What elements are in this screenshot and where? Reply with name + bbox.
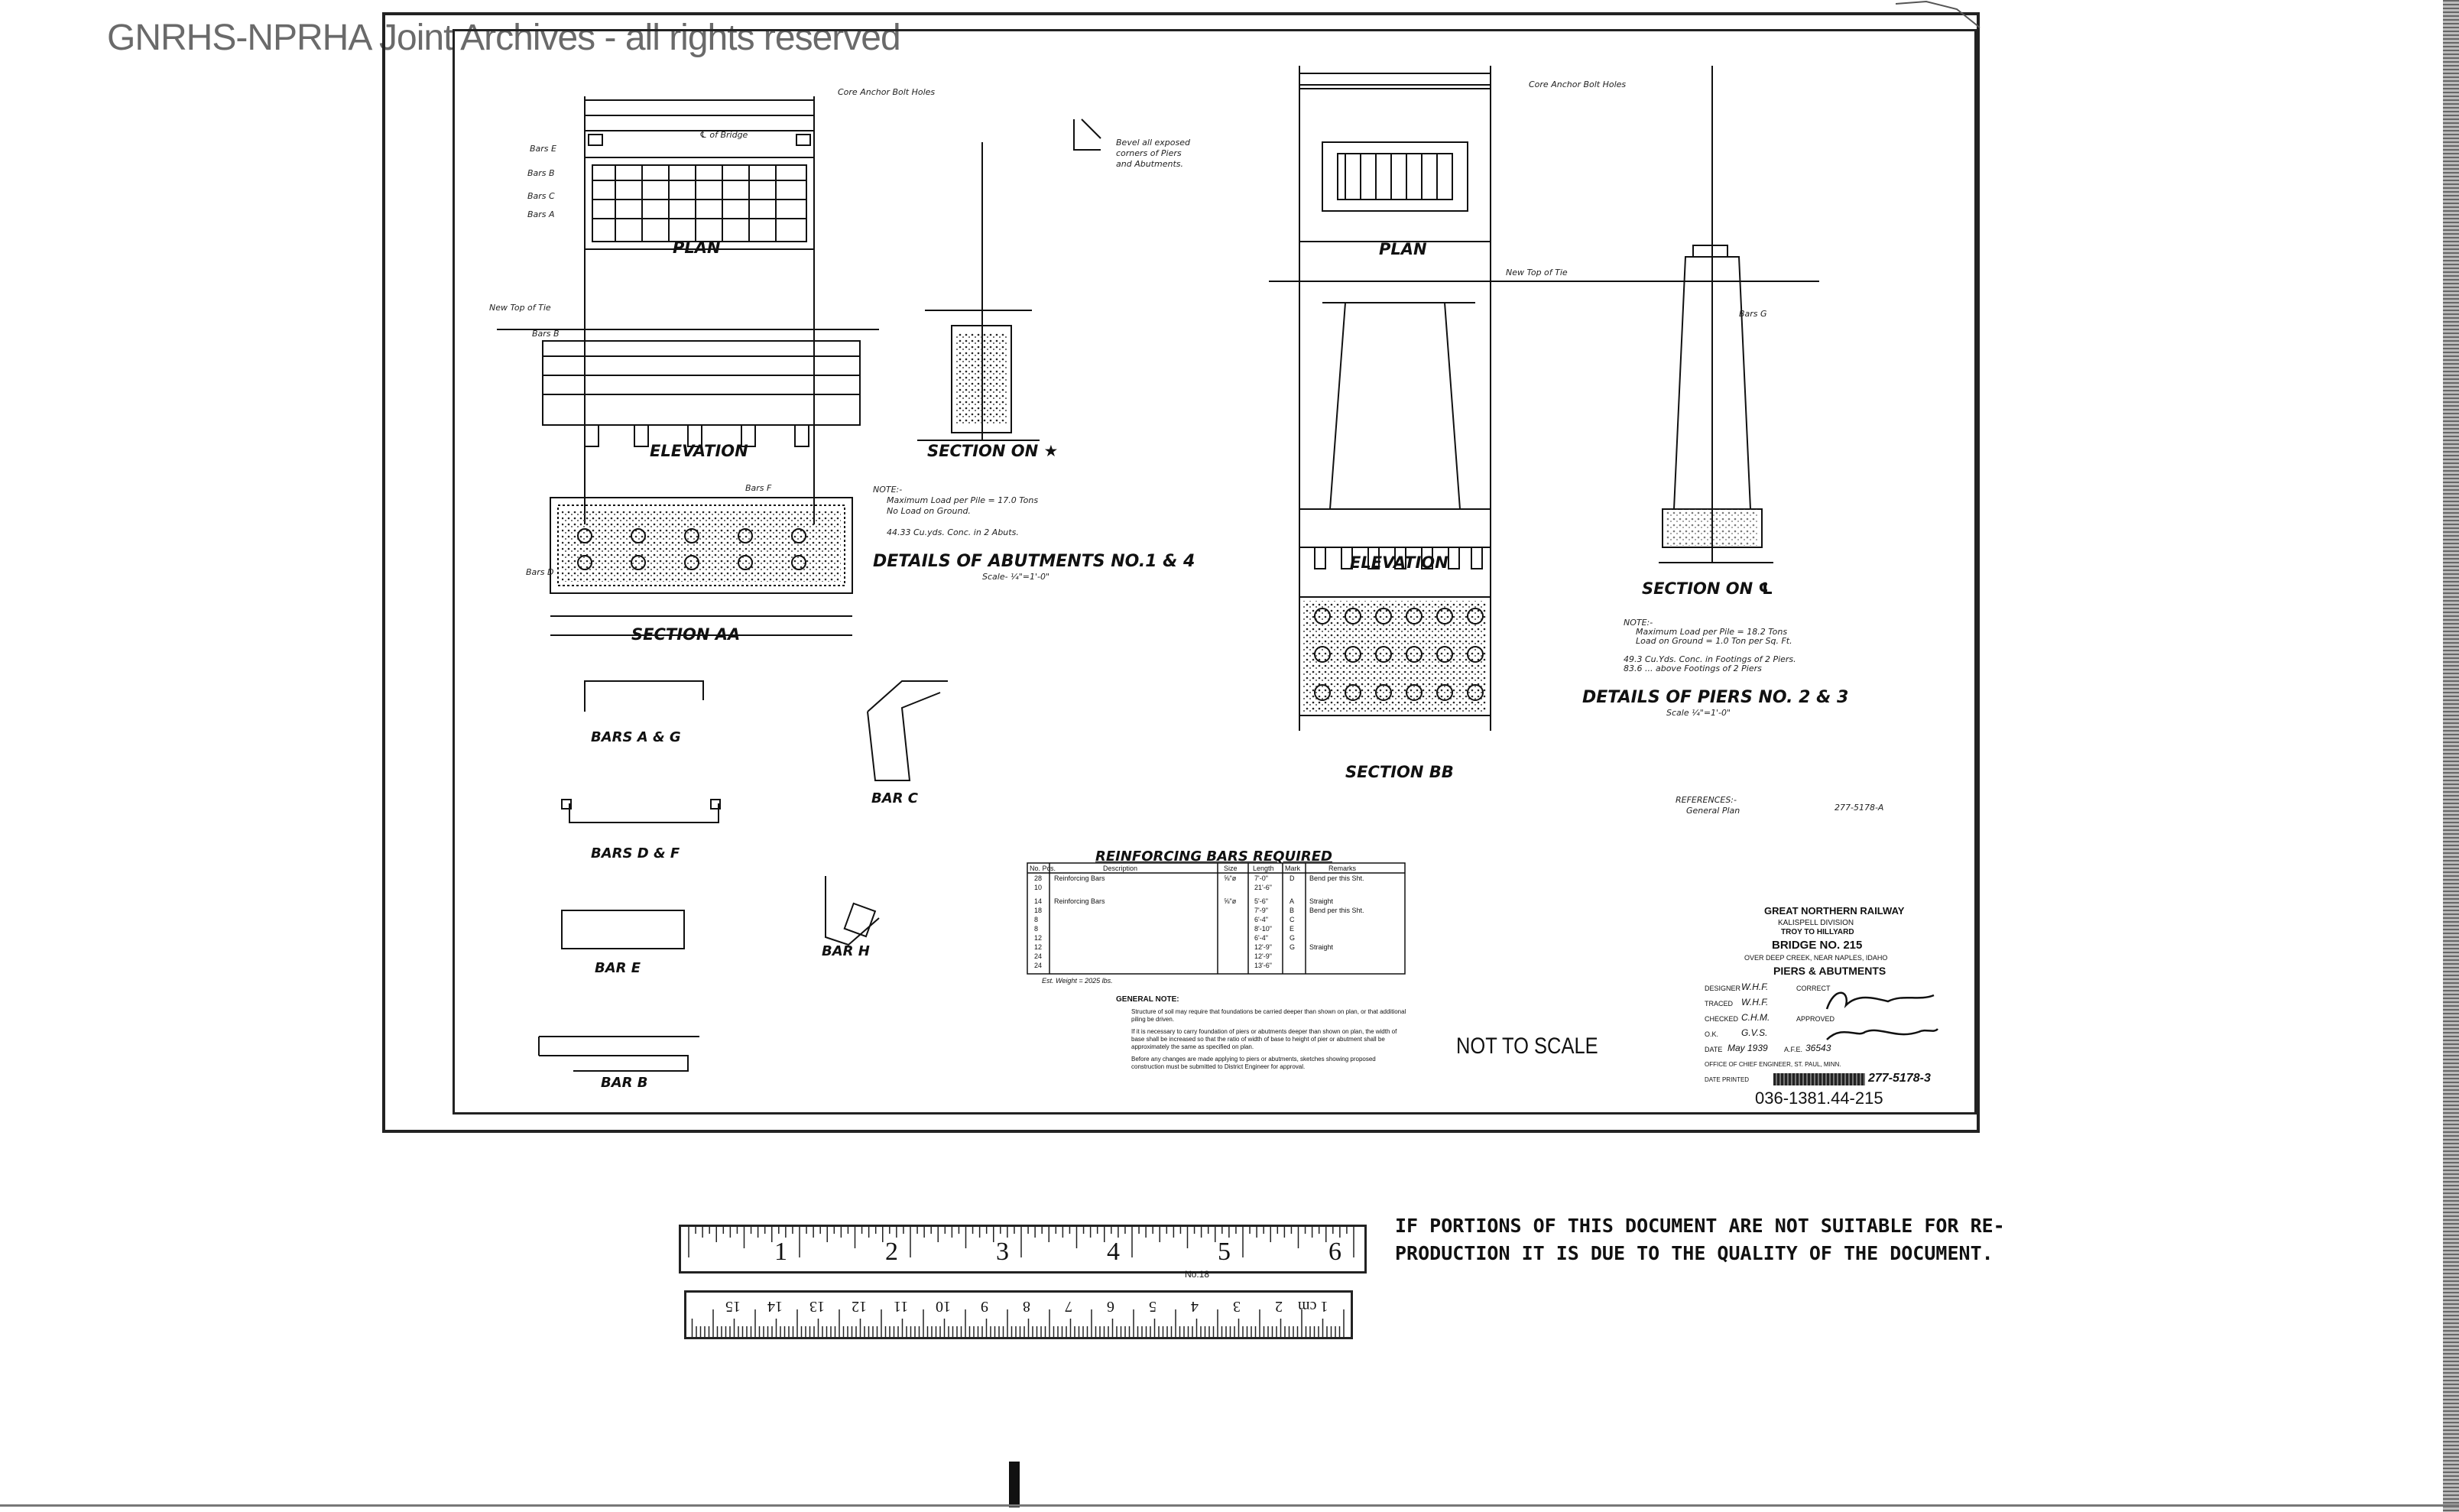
tb-afe: 36543 [1805, 1043, 1831, 1053]
tb-bridge-no: BRIDGE NO. 215 [1772, 939, 1863, 952]
tb-correct-label: CORRECT [1796, 985, 1831, 992]
tb-route: TROY TO HILLYARD [1781, 928, 1854, 936]
inch-mark-5: 5 [1218, 1238, 1231, 1266]
disclaimer-line-1: IF PORTIONS OF THIS DOCUMENT ARE NOT SUITABLE FOR RE- [1395, 1215, 2005, 1237]
pier-section-bb-label: SECTION BB [1345, 763, 1454, 781]
pier-plan-label: PLAN [1379, 240, 1427, 258]
abutment-note-concrete: 44.33 Cu.yds. Conc. in 2 Abuts. [887, 527, 1019, 537]
ruler-model-label: No.18 [1185, 1269, 1210, 1280]
bevel-note-2: corners of Piers [1116, 148, 1182, 158]
inch-mark-3: 3 [996, 1238, 1009, 1266]
tb-sheet-number: 277-5178-3 [1868, 1072, 1931, 1085]
tb-date-printed-stamp [1773, 1073, 1865, 1085]
tb-date-printed-label: DATE PRINTED [1705, 1076, 1750, 1083]
cm-mark-10: 10 [936, 1298, 951, 1315]
general-note [1116, 995, 1406, 1071]
torn-corner-mark [1896, 0, 1987, 31]
cm-mark-6: 6 [1107, 1298, 1114, 1315]
disclaimer-line-2: PRODUCTION IT IS DUE TO THE QUALITY OF THE DOCUMENT. [1395, 1242, 1993, 1264]
rebar-header-mark: Mark [1285, 865, 1300, 872]
abutment-note-heading: NOTE:- [873, 485, 903, 495]
general-note-title: GENERAL NOTE: [1116, 995, 1179, 1004]
tb-railway: GREAT NORTHERN RAILWAY [1764, 905, 1905, 917]
pier-section-cl-label: SECTION ON ℄ [1642, 579, 1773, 598]
pier-note-above: 83.6 ... above Footings of 2 Piers [1624, 664, 1762, 673]
bar-c-label: BAR C [871, 790, 918, 806]
pier-bars-g-label: Bars G [1739, 309, 1767, 319]
references-label: REFERENCES:- [1676, 795, 1737, 805]
tb-location: OVER DEEP CREEK, NEAR NAPLES, IDAHO [1744, 954, 1888, 962]
scan-bottom-edge [0, 1504, 2459, 1507]
bars-c-label: Bars C [527, 191, 555, 201]
tb-subject: PIERS & ABUTMENTS [1773, 965, 1886, 977]
tb-date: May 1939 [1727, 1043, 1768, 1053]
pier-core-anchor-note: Core Anchor Bolt Holes [1529, 79, 1627, 89]
abutment-section-aa-label: SECTION AA [631, 625, 741, 644]
general-note-p2: If it is necessary to carry foundation of piers or abutments deeper than shown on plan, the width of base shall be increased so that the ratio of width of base to height of pier or abutment shall be approximately the same as specified on plan. [1131, 1028, 1397, 1050]
bar-e-label: BAR E [595, 960, 641, 976]
inch-mark-1: 1 [774, 1238, 787, 1266]
centerline-bridge-label: ℄ of Bridge [699, 130, 748, 140]
tb-office: OFFICE OF CHIEF ENGINEER, ST. PAUL, MINN. [1705, 1061, 1841, 1068]
pier-details-scale: Scale ¼"=1'-0" [1666, 708, 1731, 718]
cm-ruler-ticks [686, 1293, 1351, 1337]
abutment-elevation-label: ELEVATION [650, 442, 748, 460]
pier-details-drawing [1269, 28, 1957, 792]
bars-f-label: Bars F [745, 483, 772, 493]
rebar-header-desc: Description [1103, 865, 1138, 872]
tb-approved-label: APPROVED [1796, 1015, 1835, 1023]
cm-mark-2: 2 [1275, 1298, 1283, 1315]
bars-e-label: Bars E [530, 144, 556, 154]
general-plan-label: General Plan [1686, 806, 1740, 816]
reinforcing-bars-table: REINFORCING BARS REQUIRED No. Pcs. Description Size Length Mark Remarks 28 Reinforcing Bars ⅝"ø 7'-0" D Bend per this Sht. 10 21'-6" 14 Reinforcing Bars ⅝"ø 5'-6" A Straight 18 7'-9" B Bend per this Sht. 8 6'-4" C 8 8'-10" E 12 6'-4" G 12 12'-9" G Straight 24 12'-9" 24 13'-6" Est. Weight = 2025 lbs. [1027, 848, 1406, 986]
cm-mark-3: 3 [1233, 1298, 1241, 1315]
rebar-header-length: Length [1253, 865, 1274, 872]
drawing-number: 036-1381.44-215 [1755, 1089, 1883, 1108]
cm-mark-12: 12 [852, 1298, 867, 1315]
pier-elevation-label: ELEVATION [1350, 553, 1448, 572]
tb-traced: W.H.F. [1741, 997, 1769, 1007]
bars-b-elev-label: Bars B [532, 329, 560, 339]
cm-mark-15: 15 [725, 1298, 741, 1315]
pier-details-title: DETAILS OF PIERS NO. 2 & 3 [1582, 688, 1849, 707]
inch-mark-6: 6 [1328, 1238, 1341, 1266]
abutment-new-top-tie: New Top of Tie [489, 303, 551, 313]
cm-mark-4: 4 [1191, 1298, 1199, 1315]
bars-d-label: Bars D [526, 567, 554, 577]
pier-note-ground: Load on Ground = 1.0 Ton per Sq. Ft. [1636, 636, 1792, 646]
cm-mark-1: 1 cm [1298, 1298, 1328, 1315]
cm-mark-13: 13 [809, 1298, 825, 1315]
scan-edge [2443, 0, 2459, 1512]
cm-mark-9: 9 [981, 1298, 988, 1315]
inch-mark-2: 2 [885, 1238, 898, 1266]
rebar-table-title: REINFORCING BARS REQUIRED [1095, 848, 1332, 865]
bevel-note-1: Bevel all exposed [1116, 138, 1190, 148]
tb-designer: W.H.F. [1741, 982, 1769, 992]
rebar-est-weight: Est. Weight = 2025 lbs. [1042, 977, 1113, 985]
tb-afe-label: A.F.E. [1784, 1046, 1803, 1053]
rebar-header-pcs: No. Pcs. [1030, 865, 1056, 872]
pier-note-load: Maximum Load per Pile = 18.2 Tons [1636, 627, 1788, 637]
cm-mark-14: 14 [767, 1298, 783, 1315]
tb-ok-label: O.K. [1705, 1030, 1719, 1038]
abutment-core-anchor-note: Core Anchor Bolt Holes [838, 87, 936, 97]
reproduction-disclaimer [1395, 1212, 2005, 1267]
general-note-p3: Before any changes are made applying to piers or abutments, sketches showing proposed construction must be submitted to District Engineer for approval. [1131, 1056, 1376, 1070]
tb-designer-label: DESIGNER [1705, 985, 1741, 992]
bars-ag-label: BARS A & G [591, 729, 681, 745]
rebar-header-remarks: Remarks [1328, 865, 1357, 872]
cm-mark-8: 8 [1023, 1298, 1030, 1315]
abutment-note-ground: No Load on Ground. [887, 506, 971, 516]
pier-note-heading: NOTE:- [1624, 618, 1653, 628]
pier-new-top-tie: New Top of Tie [1506, 268, 1568, 277]
cm-mark-7: 7 [1065, 1298, 1072, 1315]
bars-df-label: BARS D & F [591, 845, 680, 861]
cm-ruler [684, 1290, 1353, 1339]
abutment-section-star-label: SECTION ON ★ [927, 442, 1059, 460]
tb-signatures [1819, 978, 1942, 1047]
general-plan-number: 277-5178-A [1835, 803, 1884, 813]
tb-date-label: DATE [1705, 1046, 1723, 1053]
tb-checked: C.H.M. [1741, 1012, 1770, 1023]
tb-ok: G.V.S. [1741, 1027, 1768, 1038]
cm-mark-11: 11 [894, 1298, 909, 1315]
bar-h-label: BAR H [822, 943, 870, 959]
bars-a-label: Bars A [527, 209, 555, 219]
scan-mark [1009, 1462, 1020, 1507]
not-to-scale-label: NOT TO SCALE [1456, 1033, 1598, 1059]
tb-division: KALISPELL DIVISION [1778, 919, 1854, 927]
bar-b-label: BAR B [601, 1075, 648, 1091]
archive-watermark: GNRHS-NPRHA Joint Archives - all rights reserved [107, 18, 900, 58]
inch-ruler [679, 1225, 1367, 1274]
abutment-details-title: DETAILS OF ABUTMENTS NO.1 & 4 [873, 552, 1195, 571]
general-note-p1: Structure of soil may require that foundations be carried deeper than shown on plan, or that additional piling be driven. [1131, 1008, 1406, 1023]
inch-mark-4: 4 [1107, 1238, 1120, 1266]
rebar-header-size: Size [1224, 865, 1238, 872]
tb-traced-label: TRACED [1705, 1000, 1734, 1007]
abutment-note-load: Maximum Load per Pile = 17.0 Tons [887, 495, 1039, 505]
bars-b-label: Bars B [527, 168, 555, 178]
abutment-plan-label: PLAN [673, 238, 721, 257]
abutment-details-scale: Scale- ¼"=1'-0" [982, 572, 1050, 582]
cm-mark-5: 5 [1149, 1298, 1157, 1315]
pier-note-footings: 49.3 Cu.Yds. Conc. in Footings of 2 Piers. [1624, 654, 1796, 664]
tb-checked-label: CHECKED [1705, 1015, 1739, 1023]
bevel-note-3: and Abutments. [1116, 159, 1183, 169]
